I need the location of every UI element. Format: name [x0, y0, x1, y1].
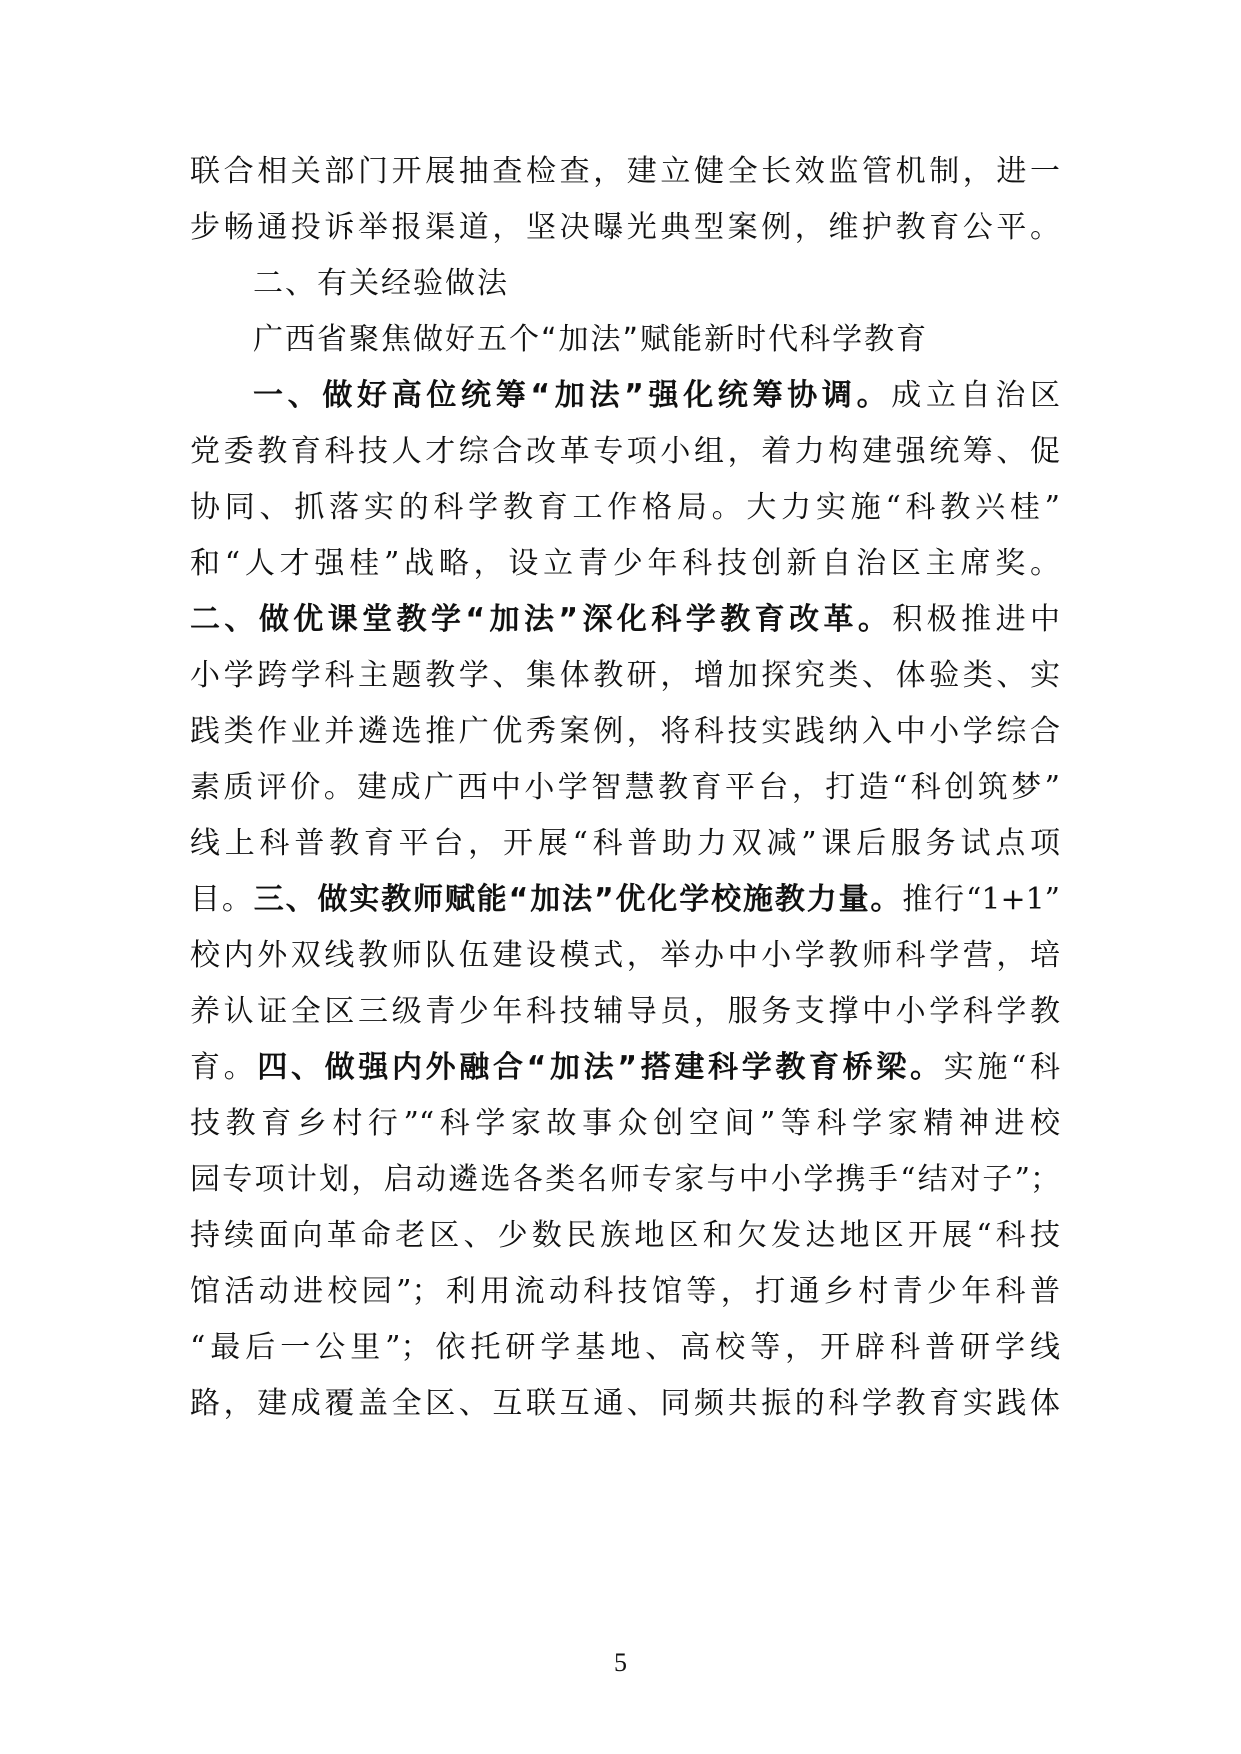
body-text-run: 积极推进中	[892, 602, 1060, 637]
page-number: 5	[614, 1648, 627, 1677]
body-text-run: 目。	[190, 882, 254, 917]
body-text-run: 成立自治区	[891, 378, 1060, 413]
body-text-run: 育。	[190, 1050, 258, 1085]
body-text-line: 联合相关部门开展抽查检查，建立健全长效监管机制，进一	[190, 154, 1060, 189]
body-text-line: 小学跨学科主题教学、集体教研，增加探究类、体验类、实	[190, 658, 1060, 693]
paragraph-lead-line	[253, 376, 1060, 420]
bold-lead-phrase: 三、做实教师赋能“加法”优化学校施教力量。	[253, 882, 903, 917]
bold-lead-phrase: 二、做优课堂教学“加法”深化科学教育改革。	[190, 602, 893, 637]
body-text-line: 践类作业并遴选推广优秀案例，将科技实践纳入中小学综合	[190, 714, 1060, 749]
body-text-line: 持续面向革命老区、少数民族地区和欠发达地区开展“科技	[190, 1218, 1060, 1253]
section-heading: 二、有关经验做法	[253, 266, 509, 301]
body-text-line: 路，建成覆盖全区、互联互通、同频共振的科学教育实践体	[190, 1386, 1060, 1421]
body-text-line: 线上科普教育平台，开展“科普助力双减”课后服务试点项	[190, 826, 1060, 861]
body-text-line: 养认证全区三级青少年科技辅导员，服务支撑中小学科学教	[190, 994, 1060, 1029]
body-text-line: 素质评价。建成广西中小学智慧教育平台，打造“科创筑梦”	[190, 770, 1060, 805]
body-text-line: “最后一公里”；依托研学基地、高校等，开辟科普研学线	[190, 1330, 1060, 1365]
body-text-line: 校内外双线教师队伍建设模式，举办中小学教师科学营，培	[190, 938, 1060, 973]
paragraph-lead-line	[190, 880, 1060, 924]
body-text-line: 党委教育科技人才综合改革专项小组，着力构建强统筹、促	[190, 434, 1060, 469]
body-text-run: 实施“科	[943, 1050, 1060, 1085]
body-text-run: 推行“1+1”	[902, 882, 1060, 917]
body-text-line: 和“人才强桂”战略，设立青少年科技创新自治区主席奖。	[190, 546, 1060, 581]
body-text-line: 步畅通投诉举报渠道，坚决曝光典型案例，维护教育公平。	[190, 210, 1060, 245]
bold-lead-phrase: 一、做好高位统筹“加法”强化统筹协调。	[253, 378, 892, 413]
subsection-title: 广西省聚焦做好五个“加法”赋能新时代科学教育	[253, 322, 929, 357]
paragraph-lead-line	[190, 1048, 1060, 1092]
body-text-line: 馆活动进校园”；利用流动科技馆等，打通乡村青少年科普	[190, 1274, 1060, 1309]
paragraph-lead-line	[190, 600, 1060, 644]
bold-lead-phrase: 四、做强内外融合“加法”搭建科学教育桥梁。	[257, 1050, 944, 1085]
body-text-line: 协同、抓落实的科学教育工作格局。大力实施“科教兴桂”	[190, 490, 1060, 525]
body-text-line: 园专项计划，启动遴选各类名师专家与中小学携手“结对子”；	[190, 1162, 1060, 1197]
body-text-line: 技教育乡村行”“科学家故事众创空间”等科学家精神进校	[190, 1106, 1060, 1141]
